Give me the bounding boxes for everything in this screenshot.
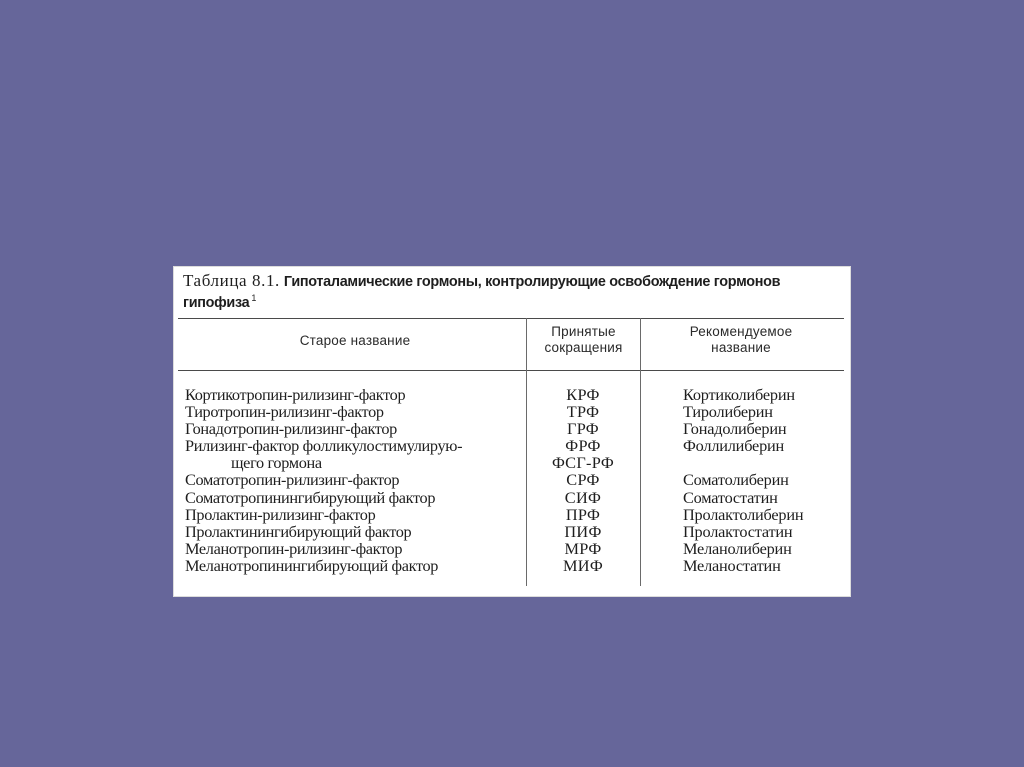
- footnote-marker: 1: [251, 293, 257, 303]
- header-top-rule: [178, 318, 844, 319]
- table-row-old-name: Соматотропин-рилизинг-фактор: [185, 470, 400, 490]
- table-row-old-name: Пролактинингибирующий фактор: [185, 521, 412, 541]
- table-row-recommended-name: Пролактолиберин: [683, 504, 804, 524]
- table-row-recommended-name: Пролактостатин: [683, 521, 793, 541]
- table-row-recommended-name: [683, 454, 803, 471]
- hormone-table: [173, 266, 851, 597]
- table-row-old-name: щего гормона: [231, 453, 322, 473]
- table-row-recommended-name: Фоллилиберин: [683, 436, 785, 456]
- header-abbreviation: [527, 324, 640, 356]
- table-row-old-name: Пролактин-рилизинг-фактор: [185, 504, 376, 524]
- table-row-abbreviation: ФСГ-РФ: [552, 453, 614, 473]
- table-row-recommended-name: Соматостатин: [683, 487, 778, 507]
- column-old-names: [185, 386, 462, 574]
- table-number: Таблица 8.1.: [183, 271, 280, 290]
- table-row-abbreviation: ПРФ: [565, 504, 601, 524]
- column-abbreviations: [524, 386, 642, 574]
- table-caption: [183, 273, 847, 311]
- header-recommended-line1: Рекомендуемое: [689, 324, 793, 339]
- table-row-old-name: Тиротропин-рилизинг-фактор: [185, 402, 384, 422]
- table-row-recommended-name: Меланостатин: [683, 555, 781, 575]
- table-row-recommended-name: Кортиколиберин: [683, 385, 795, 404]
- table-row-old-name: Кортикотропин-рилизинг-фактор: [185, 385, 406, 404]
- header-abbreviation-line1: Принятые: [551, 324, 616, 339]
- table-row-old-name: Соматотропинингибирующий фактор: [185, 487, 436, 507]
- header-abbreviation-line2: сокращения: [544, 340, 623, 355]
- column-recommended-names: [683, 386, 803, 574]
- header-recommended-name: [641, 324, 841, 356]
- table-row-old-name: Рилизинг-фактор фолликулостимулирую-: [185, 436, 463, 456]
- table-row-abbreviation: КРФ: [566, 385, 600, 404]
- table-row-abbreviation: СРФ: [566, 470, 600, 490]
- table-row-abbreviation: СИФ: [564, 487, 602, 507]
- table-row-abbreviation: ФРФ: [565, 436, 601, 456]
- table-row-recommended-name: Соматолиберин: [683, 470, 789, 490]
- table-row-abbreviation: ГРФ: [567, 419, 599, 439]
- table-row-recommended-name: Меланолиберин: [683, 538, 792, 558]
- header-recommended-line2: название: [711, 340, 771, 355]
- table-row-old-name: Меланотропин-рилизинг-фактор: [185, 538, 403, 558]
- table-row-recommended-name: Гонадолиберин: [683, 419, 787, 439]
- table-row-recommended-name: Тиролиберин: [683, 402, 773, 422]
- table-row-abbreviation: МИФ: [563, 555, 603, 575]
- table-title: Гипоталамические гормоны, контролирующие освобождение гормонов гипофиза: [183, 274, 781, 311]
- table-row-abbreviation: ПИФ: [564, 521, 602, 541]
- table-row-abbreviation: ТРФ: [566, 402, 600, 422]
- table-row-abbreviation: МРФ: [564, 538, 602, 558]
- header-bottom-rule: [178, 370, 844, 371]
- header-old-name: Старое название: [299, 333, 411, 348]
- table-row-old-name: Гонадотропин-рилизинг-фактор: [185, 419, 397, 439]
- table-row-old-name: Меланотропинингибирующий фактор: [185, 555, 439, 575]
